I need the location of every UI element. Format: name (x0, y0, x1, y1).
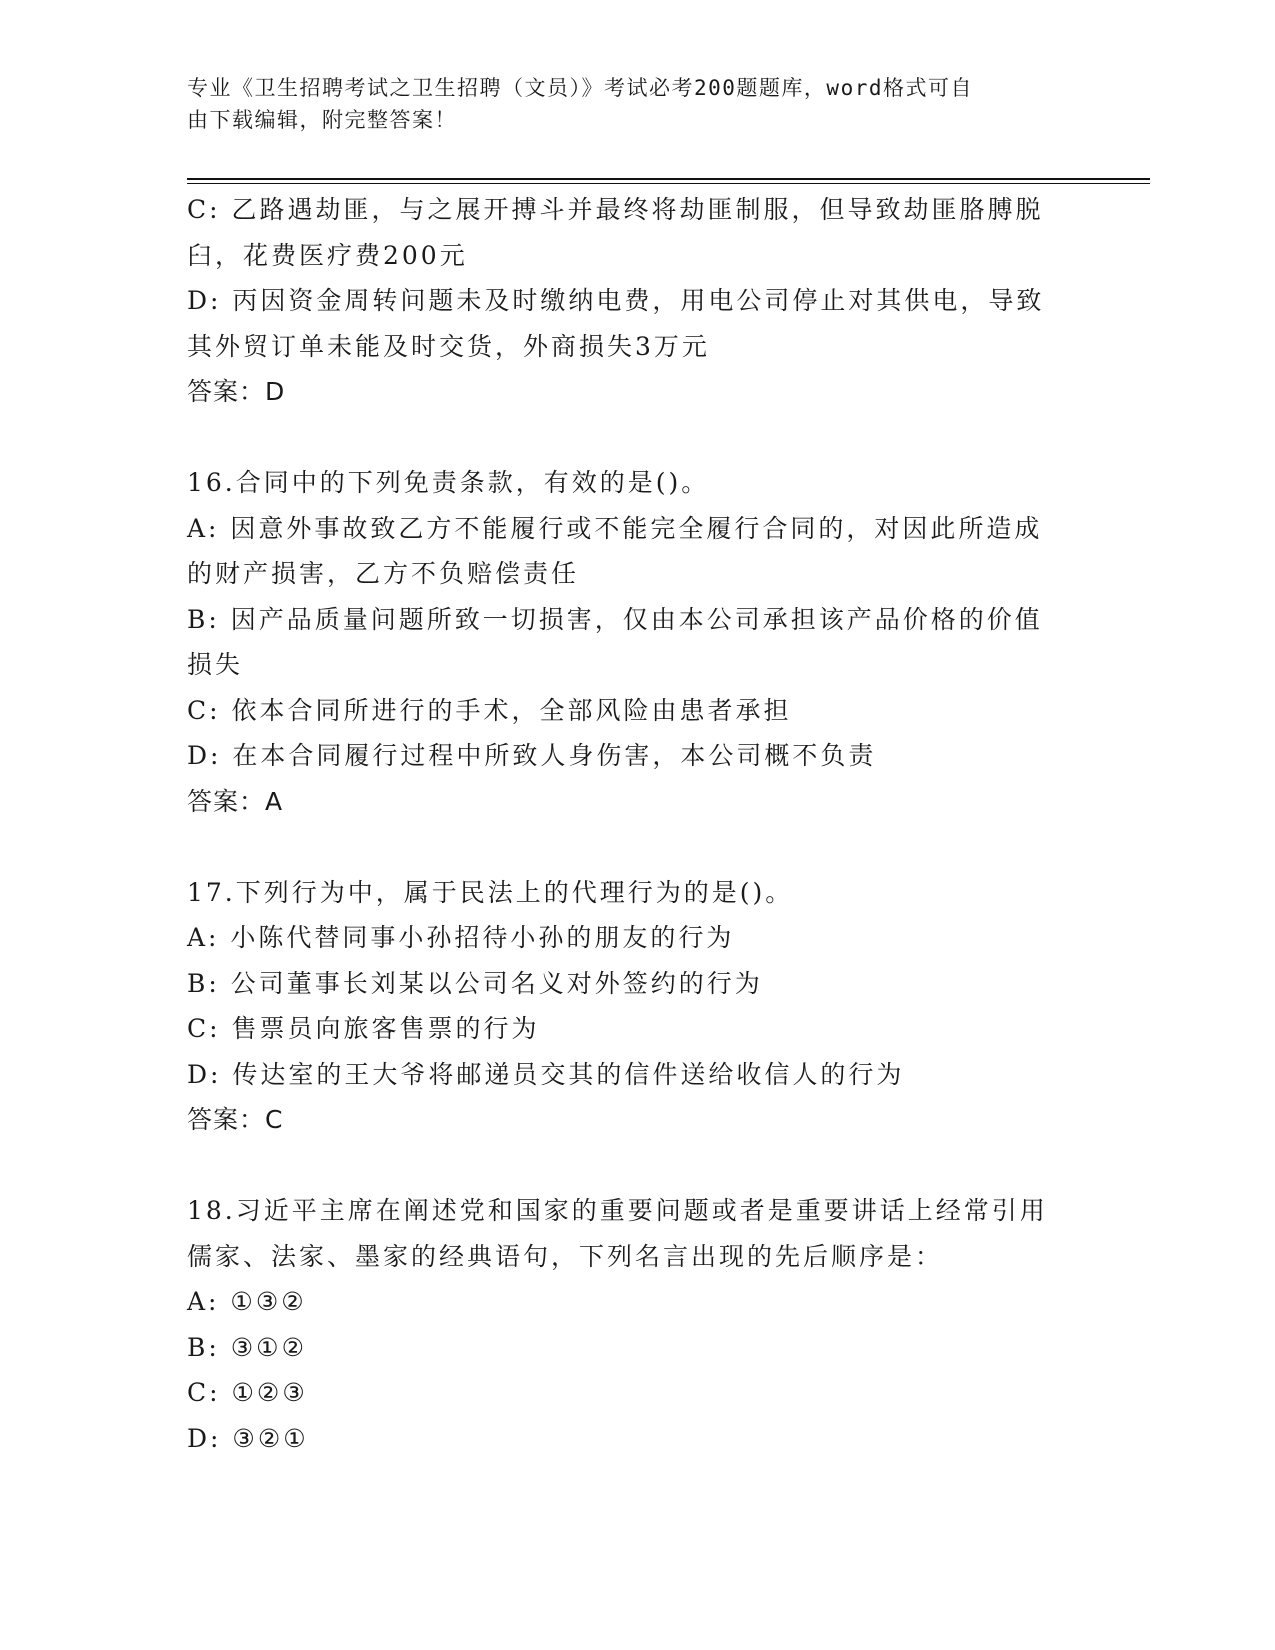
header-rule-thick (187, 178, 1150, 180)
answer: 答案：D (187, 377, 286, 406)
document-body (187, 187, 1067, 1461)
option-d-continued: 其外贸订单未能及时交货，外商损失3万元 (187, 331, 710, 361)
question-stem: 18.习近平主席在阐述党和国家的重要问题或者是重要讲话上经常引用 (187, 1196, 1048, 1225)
question-stem: 16.合同中的下列免责条款，有效的是()。 (187, 468, 710, 497)
spacer (187, 415, 1067, 461)
answer: 答案：C (187, 1105, 284, 1134)
option-b: B: 公司董事长刘某以公司名义对外签约的行为 (187, 968, 763, 998)
option-d: D: 丙因资金周转问题未及时缴纳电费，用电公司停止对其供电，导致 (187, 286, 1045, 315)
header-line: 由下载编辑，附完整答案！ (187, 108, 457, 132)
option-d: D: 在本合同履行过程中所致人身伤害，本公司概不负责 (187, 741, 877, 770)
option-c-continued: 臼，花费医疗费200元 (187, 240, 468, 270)
option-c: C: 售票员向旅客售票的行为 (187, 1014, 540, 1043)
question-16 (187, 460, 1067, 824)
option-b: B: ③①② (187, 1332, 307, 1362)
spacer (187, 824, 1067, 870)
option-d: D: 传达室的王大爷将邮递员交其的信件送给收信人的行为 (187, 1059, 905, 1089)
option-a: A: ①③② (187, 1287, 307, 1316)
question-continued (187, 187, 1067, 415)
option-c: C: 乙路遇劫匪，与之展开搏斗并最终将劫匪制服，但导致劫匪胳膊脱 (187, 195, 1044, 224)
header-line: 专业《卫生招聘考试之卫生招聘（文员）》考试必考200题题库，word格式可自 (187, 76, 973, 100)
question-stem: 17.下列行为中，属于民法上的代理行为的是()。 (187, 877, 794, 907)
option-b: B: 因产品质量问题所致一切损害，仅由本公司承担该产品价格的价值 (187, 604, 1043, 634)
option-d: D: ③②① (187, 1423, 309, 1453)
option-a: A: 小陈代替同事小孙招待小孙的朋友的行为 (187, 923, 735, 952)
spacer (187, 1143, 1067, 1189)
header-rule-thin (187, 183, 1150, 184)
document-header (187, 72, 1067, 136)
option-a-continued: 的财产损害，乙方不负赔偿责任 (187, 559, 580, 588)
question-stem-continued: 儒家、法家、墨家的经典语句，下列名言出现的先后顺序是： (187, 1241, 944, 1271)
option-a: A: 因意外事故致乙方不能履行或不能完全履行合同的，对因此所造成 (187, 513, 1043, 543)
question-18 (187, 1188, 1067, 1461)
option-c: C: 依本合同所进行的手术，全部风险由患者承担 (187, 695, 792, 725)
option-c: C: ①②③ (187, 1378, 308, 1407)
answer: 答案：A (187, 786, 284, 816)
question-17 (187, 870, 1067, 1143)
option-b-continued: 损失 (187, 650, 244, 679)
